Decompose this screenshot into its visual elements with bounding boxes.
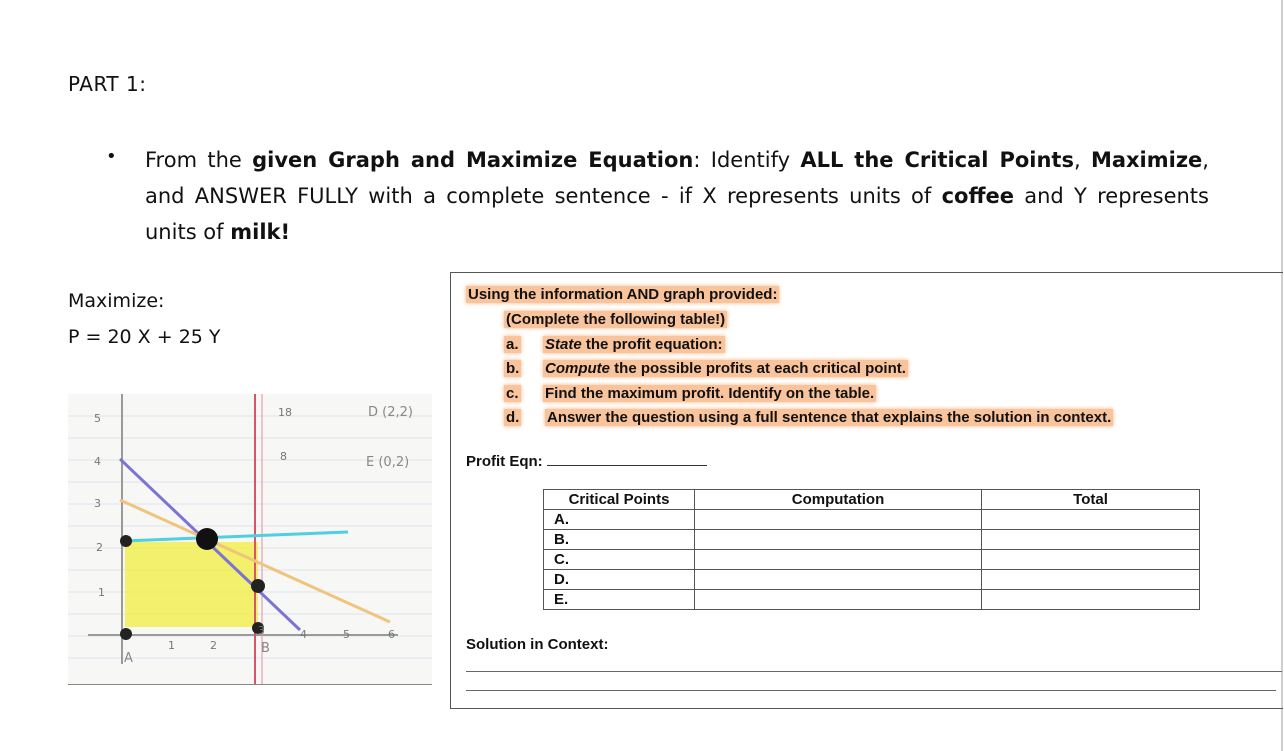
header-computation: Computation [695, 490, 982, 510]
row-label: A. [544, 510, 695, 530]
profit-equation-label: Profit Eqn: [466, 453, 543, 470]
solution-answer-line[interactable] [466, 671, 1282, 672]
x-tick: 5 [343, 628, 350, 641]
total-cell[interactable] [982, 530, 1200, 550]
point-c [251, 579, 265, 593]
computation-cell[interactable] [695, 530, 982, 550]
computation-cell[interactable] [695, 550, 982, 570]
item-text: Find the maximum profit. Identify on the table. [545, 385, 875, 402]
point-label-a: A [124, 651, 133, 666]
instruction-heading [466, 286, 779, 303]
maximize-equation: P = 20 X + 25 Y [68, 326, 221, 348]
item-text: Answer the question using a full sentence that explains the solution in context. [547, 409, 1112, 426]
profit-equation-row [466, 453, 707, 470]
instruction-item [504, 409, 521, 426]
task-bold: Maximize [1090, 148, 1203, 172]
instruction-item [504, 385, 521, 402]
task-text: , and ANSWER FULLY with a complete sentence - if X represents units of [145, 148, 1209, 208]
instruction-item-text [545, 409, 1113, 426]
table-row [544, 570, 1200, 590]
point-label-b: B [261, 641, 270, 656]
y-tick: 1 [98, 586, 105, 599]
feasible-region-graph [68, 394, 432, 685]
task-bold: given Graph and Maximize Equation [252, 148, 694, 172]
item-letter: a. [506, 336, 519, 353]
annotation: 8 [280, 450, 287, 463]
y-tick: 3 [94, 497, 101, 510]
maximize-label: Maximize: [68, 290, 165, 312]
table-row [544, 550, 1200, 570]
point-label-e: E (0,2) [366, 455, 410, 470]
task-bold: milk! [230, 220, 291, 244]
point-e [120, 535, 132, 547]
task-text: and Y represents units of [145, 184, 1209, 244]
item-text: the possible profits at each critical point. [610, 360, 906, 377]
graph-bottom-border [68, 684, 432, 685]
computation-cell[interactable] [695, 510, 982, 530]
instruction-item-text [543, 385, 876, 402]
total-cell[interactable] [982, 570, 1200, 590]
table-header-row [544, 490, 1200, 510]
table-row [544, 530, 1200, 550]
annotation: 18 [278, 406, 292, 419]
critical-points-table [543, 489, 1200, 610]
bullet-dot: • [106, 146, 117, 167]
header-critical-points: Critical Points [544, 490, 695, 510]
row-label: D. [544, 570, 695, 590]
point-d [196, 528, 218, 550]
profit-equation-blank[interactable] [547, 453, 707, 466]
point-a [120, 628, 132, 640]
table-row [544, 510, 1200, 530]
row-label: C. [544, 550, 695, 570]
x-tick: 1 [168, 639, 175, 652]
instruction-item [504, 360, 521, 377]
computation-cell[interactable] [695, 570, 982, 590]
solution-label: Solution in Context: [466, 636, 609, 653]
task-bold: ALL the Critical Points [800, 148, 1074, 172]
instruction-heading-text: Using the information AND graph provided: [468, 286, 778, 303]
part-title: PART 1: [68, 72, 147, 96]
x-tick: 6 [388, 628, 395, 641]
instruction-subheading-text: (Complete the following table!) [506, 311, 726, 328]
x-tick: 3 [258, 624, 265, 637]
instruction-item-text [543, 360, 908, 377]
solution-answer-line[interactable] [466, 690, 1276, 691]
point-label-d: D (2,2) [368, 405, 413, 420]
item-emphasis: Compute [545, 360, 610, 377]
item-emphasis: State [545, 336, 582, 353]
row-label: B. [544, 530, 695, 550]
item-text: the profit equation: [581, 336, 723, 353]
item-letter: d. [506, 409, 520, 426]
total-cell[interactable] [982, 590, 1200, 610]
instruction-subheading [504, 311, 727, 328]
item-letter: c. [506, 385, 519, 402]
task-text: , [1073, 148, 1091, 172]
y-tick: 5 [94, 412, 101, 425]
y-tick: 4 [94, 455, 101, 468]
instruction-item-text [543, 336, 725, 353]
x-tick: 2 [210, 639, 217, 652]
item-letter: b. [506, 360, 520, 377]
computation-cell[interactable] [695, 590, 982, 610]
x-tick: 4 [300, 628, 307, 641]
task-text: From the [145, 148, 253, 172]
row-label: E. [544, 590, 695, 610]
total-cell[interactable] [982, 510, 1200, 530]
table-row [544, 590, 1200, 610]
task-bold: coffee [941, 184, 1014, 208]
y-tick: 2 [96, 541, 103, 554]
instruction-item [504, 336, 521, 353]
total-cell[interactable] [982, 550, 1200, 570]
task-description [145, 142, 1209, 250]
task-text: : Identify [693, 148, 801, 172]
header-total: Total [982, 490, 1200, 510]
